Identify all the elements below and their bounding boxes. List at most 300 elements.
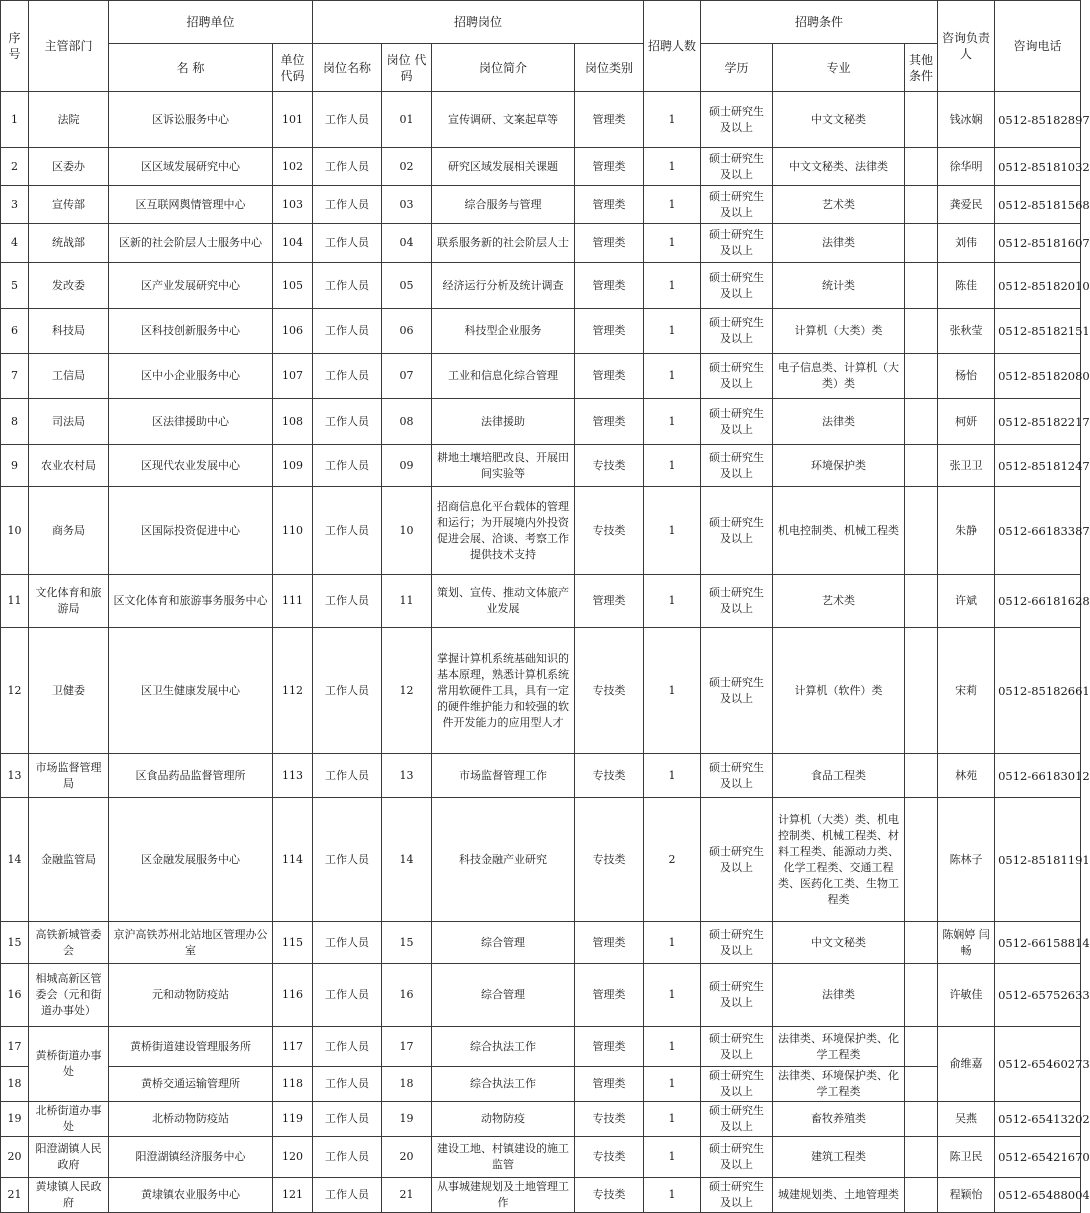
cell-phone: 0512-85182010 [995,263,1081,309]
cell-major: 法律类、环境保护类、化学工程类 [773,1067,905,1102]
cell-contact: 陈卫民 [938,1137,995,1178]
cell-dept: 宣传部 [29,186,109,224]
cell-other [905,92,938,148]
cell-post-desc: 综合执法工作 [432,1067,575,1102]
cell-phone: 0512-85182661 [995,628,1081,754]
cell-contact: 杨怡 [938,354,995,399]
cell-contact: 陈娴婷 闫畅 [938,922,995,964]
cell-post-desc: 市场监督管理工作 [432,754,575,798]
cell-seq: 19 [1,1102,29,1137]
cell-phone: 0512-85182897 [995,92,1081,148]
cell-education: 硕士研究生及以上 [701,575,773,628]
cell-education: 硕士研究生及以上 [701,92,773,148]
cell-major: 计算机（大类）类 [773,309,905,354]
cell-major: 法律类、环境保护类、化学工程类 [773,1027,905,1067]
cell-dept: 阳澄湖镇人民政府 [29,1137,109,1178]
cell-post-desc: 工业和信息化综合管理 [432,354,575,399]
cell-education: 硕士研究生及以上 [701,1137,773,1178]
cell-education: 硕士研究生及以上 [701,399,773,445]
header-unit-name: 名 称 [109,44,273,92]
cell-dept: 金融监管局 [29,798,109,922]
cell-education: 硕士研究生及以上 [701,1102,773,1137]
cell-post-name: 工作人员 [313,1027,382,1067]
cell-count: 1 [644,628,701,754]
cell-dept: 农业农村局 [29,445,109,487]
cell-major: 法律类 [773,964,905,1027]
cell-dept: 相城高新区管委会（元和街道办事处） [29,964,109,1027]
cell-major: 艺术类 [773,186,905,224]
cell-phone: 0512-66181628 [995,575,1081,628]
cell-seq: 16 [1,964,29,1027]
cell-post-code: 03 [382,186,432,224]
cell-education: 硕士研究生及以上 [701,224,773,263]
cell-major: 计算机（软件）类 [773,628,905,754]
cell-post-desc: 研究区域发展相关课题 [432,148,575,186]
cell-seq: 5 [1,263,29,309]
cell-unit-code: 107 [273,354,313,399]
cell-other [905,487,938,575]
cell-post-type: 专技类 [575,754,644,798]
table-row [1,1178,1081,1213]
cell-post-name: 工作人员 [313,575,382,628]
cell-major: 统计类 [773,263,905,309]
cell-phone: 0512-65460273 [995,1027,1081,1102]
table-row [1,354,1081,399]
cell-dept: 商务局 [29,487,109,575]
cell-post-code: 01 [382,92,432,148]
cell-other [905,224,938,263]
cell-post-type: 管理类 [575,399,644,445]
cell-post-code: 04 [382,224,432,263]
cell-other [905,399,938,445]
cell-other [905,1178,938,1213]
table-row [1,964,1081,1027]
cell-post-desc: 策划、宣传、推动文体旅产业发展 [432,575,575,628]
cell-count: 1 [644,263,701,309]
cell-phone: 0512-85181568 [995,186,1081,224]
cell-seq: 14 [1,798,29,922]
cell-dept: 法院 [29,92,109,148]
cell-other [905,922,938,964]
cell-other [905,354,938,399]
cell-major: 建筑工程类 [773,1137,905,1178]
cell-unit-name: 区卫生健康发展中心 [109,628,273,754]
cell-post-name: 工作人员 [313,1067,382,1102]
cell-seq: 11 [1,575,29,628]
cell-post-desc: 综合服务与管理 [432,186,575,224]
cell-other [905,1102,938,1137]
cell-seq: 20 [1,1137,29,1178]
cell-seq: 6 [1,309,29,354]
cell-unit-code: 101 [273,92,313,148]
cell-post-name: 工作人员 [313,1178,382,1213]
cell-unit-name: 区中小企业服务中心 [109,354,273,399]
cell-post-type: 管理类 [575,1027,644,1067]
header-count: 招聘人数 [644,1,701,92]
cell-post-code: 18 [382,1067,432,1102]
cell-count: 1 [644,224,701,263]
cell-post-code: 16 [382,964,432,1027]
cell-post-desc: 综合执法工作 [432,1027,575,1067]
header-dept: 主管部门 [29,1,109,92]
cell-education: 硕士研究生及以上 [701,798,773,922]
table-row [1,263,1081,309]
cell-post-type: 专技类 [575,445,644,487]
cell-post-desc: 综合管理 [432,964,575,1027]
cell-unit-name: 阳澄湖镇经济服务中心 [109,1137,273,1178]
cell-phone: 0512-65421670 [995,1137,1081,1178]
cell-seq: 15 [1,922,29,964]
cell-unit-code: 120 [273,1137,313,1178]
table-row [1,1027,1081,1067]
cell-post-type: 管理类 [575,922,644,964]
cell-post-code: 06 [382,309,432,354]
cell-count: 1 [644,445,701,487]
cell-contact: 程颖怡 [938,1178,995,1213]
cell-post-type: 管理类 [575,263,644,309]
cell-post-code: 08 [382,399,432,445]
cell-count: 1 [644,148,701,186]
cell-post-type: 专技类 [575,487,644,575]
cell-education: 硕士研究生及以上 [701,354,773,399]
cell-unit-name: 区金融发展服务中心 [109,798,273,922]
cell-other [905,628,938,754]
cell-phone: 0512-85182080 [995,354,1081,399]
cell-post-name: 工作人员 [313,186,382,224]
cell-unit-name: 区国际投资促进中心 [109,487,273,575]
table-row [1,186,1081,224]
cell-post-name: 工作人员 [313,445,382,487]
table-row [1,754,1081,798]
table-row [1,628,1081,754]
cell-major: 机电控制类、机械工程类 [773,487,905,575]
cell-major: 计算机（大类）类、机电控制类、机械工程类、材料工程类、能源动力类、化学工程类、交通工程类、医药化工类、生物工程类 [773,798,905,922]
cell-unit-name: 黄桥街道建设管理服务所 [109,1027,273,1067]
cell-post-code: 20 [382,1137,432,1178]
header-contact: 咨询负责人 [938,1,995,92]
table-header [1,1,1081,92]
cell-major: 法律类 [773,399,905,445]
header-other: 其他条件 [905,44,938,92]
cell-post-desc: 综合管理 [432,922,575,964]
cell-other [905,445,938,487]
cell-post-type: 管理类 [575,354,644,399]
cell-phone: 0512-65488004 [995,1178,1081,1213]
cell-major: 法律类 [773,224,905,263]
cell-post-code: 13 [382,754,432,798]
cell-unit-code: 110 [273,487,313,575]
cell-seq: 3 [1,186,29,224]
cell-count: 1 [644,92,701,148]
cell-dept: 黄桥街道办事处 [29,1027,109,1102]
cell-post-type: 专技类 [575,1102,644,1137]
cell-unit-name: 区产业发展研究中心 [109,263,273,309]
cell-dept: 市场监督管理局 [29,754,109,798]
cell-post-name: 工作人员 [313,1137,382,1178]
cell-other [905,575,938,628]
cell-seq: 10 [1,487,29,575]
header-post-group: 招聘岗位 [313,1,644,44]
cell-education: 硕士研究生及以上 [701,754,773,798]
cell-count: 1 [644,309,701,354]
cell-post-name: 工作人员 [313,309,382,354]
cell-unit-code: 118 [273,1067,313,1102]
cell-post-name: 工作人员 [313,922,382,964]
cell-post-type: 管理类 [575,964,644,1027]
cell-post-code: 07 [382,354,432,399]
cell-education: 硕士研究生及以上 [701,309,773,354]
table-row [1,487,1081,575]
cell-count: 1 [644,186,701,224]
cell-count: 1 [644,964,701,1027]
cell-education: 硕士研究生及以上 [701,964,773,1027]
cell-dept: 工信局 [29,354,109,399]
cell-post-name: 工作人员 [313,224,382,263]
table-row [1,1067,1081,1102]
cell-post-code: 09 [382,445,432,487]
cell-unit-code: 108 [273,399,313,445]
table-row [1,1102,1081,1137]
header-unit-group: 招聘单位 [109,1,313,44]
cell-count: 2 [644,798,701,922]
cell-major: 中文文秘类 [773,922,905,964]
cell-phone: 0512-85181032 [995,148,1081,186]
cell-unit-code: 113 [273,754,313,798]
cell-dept: 发改委 [29,263,109,309]
cell-seq: 7 [1,354,29,399]
cell-post-type: 专技类 [575,628,644,754]
cell-unit-code: 111 [273,575,313,628]
cell-post-name: 工作人员 [313,354,382,399]
cell-post-type: 专技类 [575,798,644,922]
cell-major: 艺术类 [773,575,905,628]
cell-education: 硕士研究生及以上 [701,628,773,754]
header-conditions-group: 招聘条件 [701,1,938,44]
cell-education: 硕士研究生及以上 [701,445,773,487]
cell-unit-name: 区食品药品监督管理所 [109,754,273,798]
header-education: 学历 [701,44,773,92]
cell-unit-code: 112 [273,628,313,754]
cell-unit-code: 106 [273,309,313,354]
cell-other [905,1027,938,1067]
cell-unit-name: 黄桥交通运输管理所 [109,1067,273,1102]
cell-post-code: 02 [382,148,432,186]
cell-unit-name: 黄埭镇农业服务中心 [109,1178,273,1213]
cell-post-name: 工作人员 [313,92,382,148]
cell-unit-code: 102 [273,148,313,186]
cell-count: 1 [644,754,701,798]
cell-post-code: 17 [382,1027,432,1067]
table-row [1,922,1081,964]
cell-seq: 2 [1,148,29,186]
cell-education: 硕士研究生及以上 [701,487,773,575]
cell-post-type: 专技类 [575,1137,644,1178]
cell-post-type: 管理类 [575,224,644,263]
cell-post-name: 工作人员 [313,628,382,754]
cell-post-desc: 联系服务新的社会阶层人士 [432,224,575,263]
cell-post-name: 工作人员 [313,263,382,309]
cell-other [905,309,938,354]
cell-unit-name: 京沪高铁苏州北站地区管理办公室 [109,922,273,964]
cell-post-type: 管理类 [575,575,644,628]
cell-other [905,148,938,186]
cell-count: 1 [644,1102,701,1137]
cell-phone: 0512-85182217 [995,399,1081,445]
cell-contact: 俞维嘉 [938,1027,995,1102]
cell-dept: 区委办 [29,148,109,186]
table-row [1,92,1081,148]
cell-major: 中文文秘类 [773,92,905,148]
cell-contact: 林苑 [938,754,995,798]
cell-post-type: 管理类 [575,92,644,148]
cell-major: 电子信息类、计算机（大类）类 [773,354,905,399]
cell-contact: 钱冰娴 [938,92,995,148]
cell-education: 硕士研究生及以上 [701,1027,773,1067]
cell-post-name: 工作人员 [313,148,382,186]
table-row [1,445,1081,487]
cell-unit-code: 109 [273,445,313,487]
cell-unit-code: 117 [273,1027,313,1067]
cell-count: 1 [644,1067,701,1102]
cell-post-name: 工作人员 [313,1102,382,1137]
cell-count: 1 [644,354,701,399]
cell-dept: 文化体育和旅游局 [29,575,109,628]
cell-post-code: 19 [382,1102,432,1137]
cell-count: 1 [644,1137,701,1178]
cell-other [905,1067,938,1102]
cell-phone: 0512-85182151 [995,309,1081,354]
cell-contact: 徐华明 [938,148,995,186]
cell-post-desc: 科技金融产业研究 [432,798,575,922]
cell-contact: 刘伟 [938,224,995,263]
cell-education: 硕士研究生及以上 [701,148,773,186]
cell-post-type: 专技类 [575,1178,644,1213]
cell-seq: 13 [1,754,29,798]
cell-unit-name: 区法律援助中心 [109,399,273,445]
cell-count: 1 [644,575,701,628]
cell-post-desc: 动物防疫 [432,1102,575,1137]
cell-contact: 许敏佳 [938,964,995,1027]
cell-dept: 高铁新城管委会 [29,922,109,964]
cell-education: 硕士研究生及以上 [701,1067,773,1102]
cell-unit-name: 区文化体育和旅游事务服务中心 [109,575,273,628]
cell-phone: 0512-65413202 [995,1102,1081,1137]
cell-contact: 吴燕 [938,1102,995,1137]
header-unit-code: 单位代码 [273,44,313,92]
cell-other [905,754,938,798]
cell-post-code: 12 [382,628,432,754]
cell-dept: 卫健委 [29,628,109,754]
cell-other [905,964,938,1027]
cell-contact: 许斌 [938,575,995,628]
cell-phone: 0512-66158814 [995,922,1081,964]
cell-unit-code: 116 [273,964,313,1027]
header-post-type: 岗位类别 [575,44,644,92]
cell-post-name: 工作人员 [313,964,382,1027]
cell-count: 1 [644,922,701,964]
cell-seq: 21 [1,1178,29,1213]
cell-post-type: 管理类 [575,1067,644,1102]
cell-post-code: 10 [382,487,432,575]
cell-post-desc: 耕地土壤培肥改良、开展田间实验等 [432,445,575,487]
cell-post-desc: 建设工地、村镇建设的施工监管 [432,1137,575,1178]
cell-seq: 1 [1,92,29,148]
table-row [1,1137,1081,1178]
cell-post-code: 21 [382,1178,432,1213]
cell-dept: 司法局 [29,399,109,445]
cell-unit-code: 105 [273,263,313,309]
table-row [1,224,1081,263]
cell-post-desc: 经济运行分析及统计调查 [432,263,575,309]
cell-education: 硕士研究生及以上 [701,1178,773,1213]
cell-unit-code: 119 [273,1102,313,1137]
cell-count: 1 [644,1027,701,1067]
cell-post-code: 11 [382,575,432,628]
cell-major: 食品工程类 [773,754,905,798]
cell-unit-name: 区诉讼服务中心 [109,92,273,148]
cell-post-desc: 从事城建规划及土地管理工作 [432,1178,575,1213]
cell-unit-name: 区现代农业发展中心 [109,445,273,487]
cell-post-name: 工作人员 [313,487,382,575]
cell-other [905,263,938,309]
cell-count: 1 [644,399,701,445]
cell-dept: 统战部 [29,224,109,263]
cell-unit-code: 114 [273,798,313,922]
cell-unit-code: 104 [273,224,313,263]
cell-seq: 9 [1,445,29,487]
cell-phone: 0512-66183012 [995,754,1081,798]
cell-post-name: 工作人员 [313,754,382,798]
cell-unit-name: 北桥动物防疫站 [109,1102,273,1137]
cell-major: 城建规划类、土地管理类 [773,1178,905,1213]
cell-seq: 4 [1,224,29,263]
cell-unit-name: 元和动物防疫站 [109,964,273,1027]
cell-major: 环境保护类 [773,445,905,487]
cell-unit-code: 103 [273,186,313,224]
cell-phone: 0512-66183387 [995,487,1081,575]
cell-other [905,798,938,922]
cell-dept: 北桥街道办事处 [29,1102,109,1137]
header-post-desc: 岗位简介 [432,44,575,92]
cell-post-name: 工作人员 [313,798,382,922]
cell-count: 1 [644,1178,701,1213]
cell-unit-name: 区科技创新服务中心 [109,309,273,354]
cell-seq: 17 [1,1027,29,1067]
cell-unit-name: 区区域发展研究中心 [109,148,273,186]
cell-unit-name: 区新的社会阶层人士服务中心 [109,224,273,263]
cell-post-desc: 招商信息化平台载体的管理和运行；为开展境内外投资促进会展、洽谈、考察工作提供技术支持 [432,487,575,575]
cell-other [905,186,938,224]
cell-contact: 龚爱民 [938,186,995,224]
cell-post-type: 管理类 [575,309,644,354]
cell-post-type: 管理类 [575,186,644,224]
cell-unit-code: 121 [273,1178,313,1213]
cell-phone: 0512-85181607 [995,224,1081,263]
cell-unit-name: 区互联网舆情管理中心 [109,186,273,224]
cell-post-desc: 掌握计算机系统基础知识的基本原理，熟悉计算机系统常用软硬件工具，具有一定的硬件维护能力和较强的软件开发能力的应用型人才 [432,628,575,754]
cell-contact: 柯妍 [938,399,995,445]
header-post-code: 岗位 代码 [382,44,432,92]
cell-post-desc: 科技型企业服务 [432,309,575,354]
cell-seq: 18 [1,1067,29,1102]
cell-post-type: 管理类 [575,148,644,186]
cell-education: 硕士研究生及以上 [701,186,773,224]
cell-dept: 科技局 [29,309,109,354]
table-row [1,148,1081,186]
cell-post-code: 15 [382,922,432,964]
cell-unit-code: 115 [273,922,313,964]
header-major: 专业 [773,44,905,92]
